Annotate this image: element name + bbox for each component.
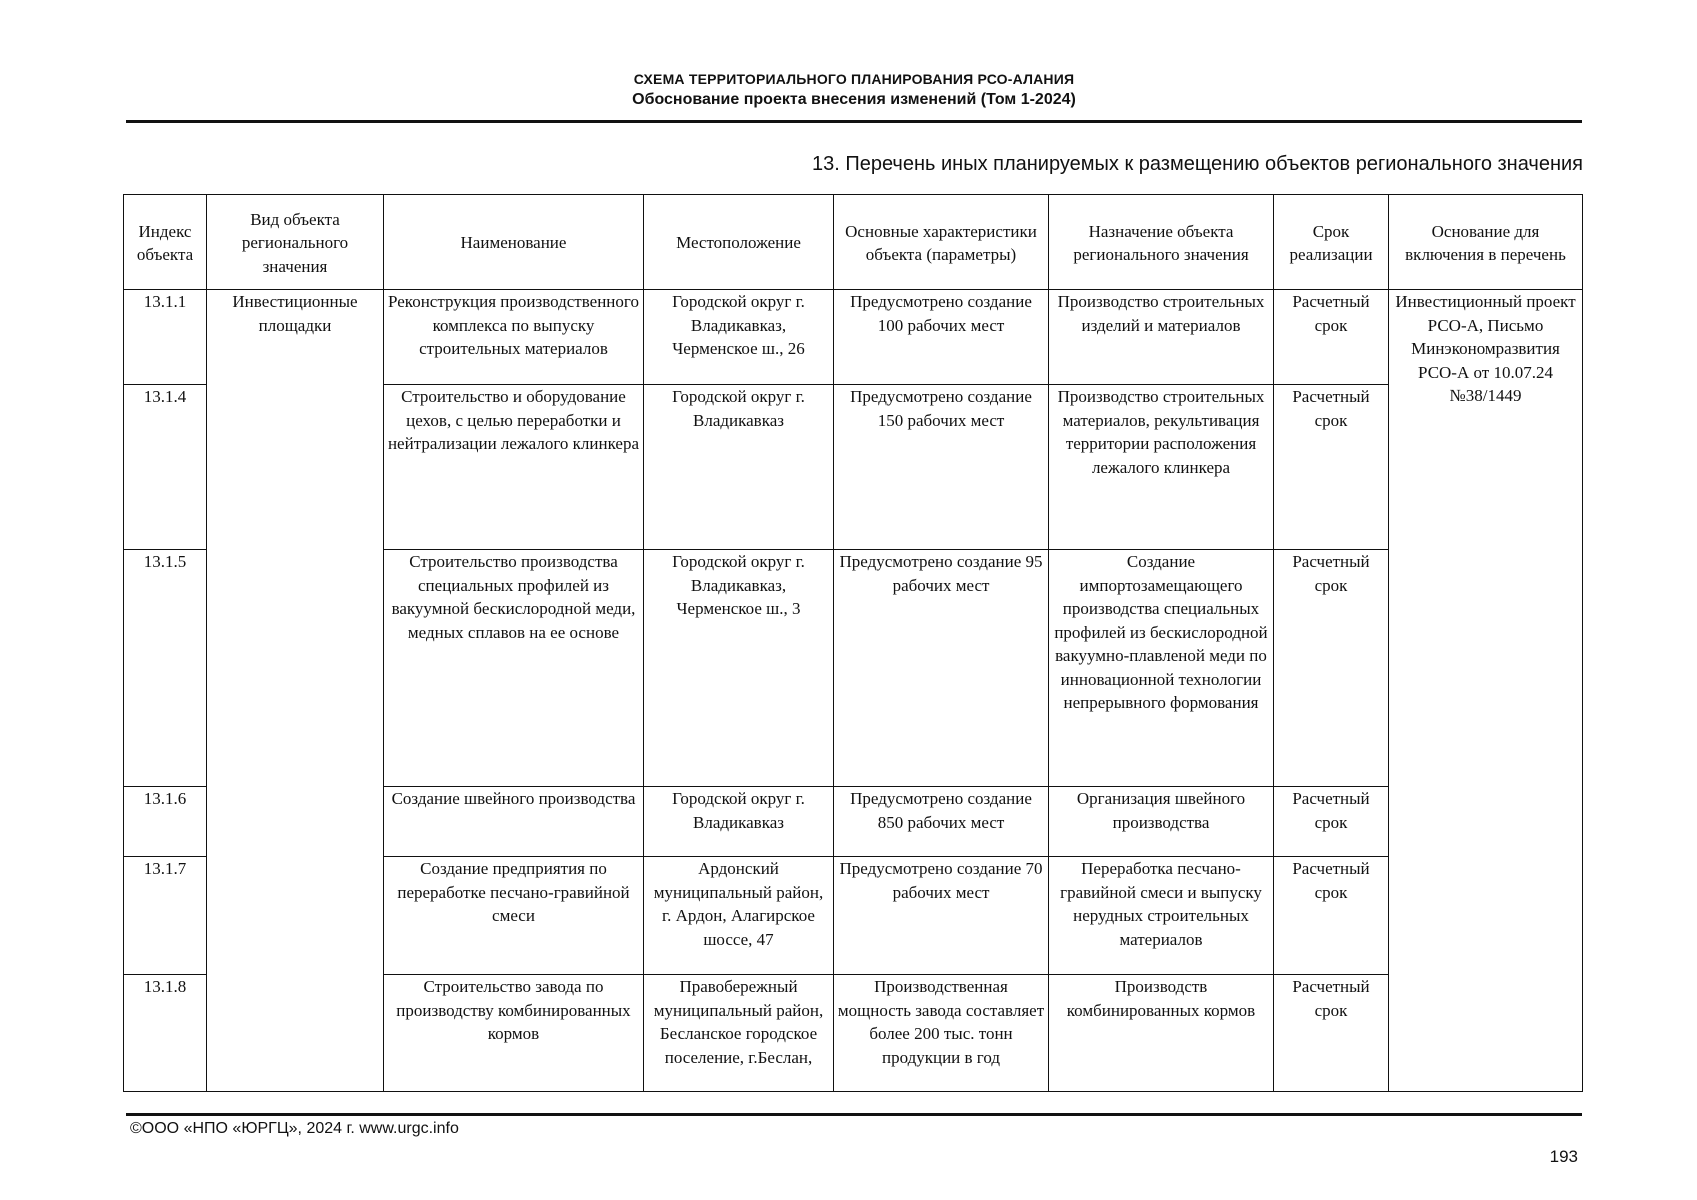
- cell-location: Городской округ г. Владикавказ, Черменское ш., 3: [644, 550, 834, 787]
- objects-table: [123, 194, 1583, 1092]
- cell-basis: Инвестиционный проект РСО-А, Письмо Минэкономразвития РСО-А от 10.07.24 №38/1449: [1389, 290, 1583, 1092]
- footer-copyright: ©ООО «НПО «ЮРГЦ», 2024 г. www.urgc.info: [130, 1120, 459, 1137]
- cell-purpose: Производство строительных изделий и материалов: [1049, 290, 1274, 385]
- cell-term: Расчетный срок: [1274, 787, 1389, 857]
- cell-term: Расчетный срок: [1274, 550, 1389, 787]
- cell-index: 13.1.6: [124, 787, 207, 857]
- cell-index: 13.1.8: [124, 975, 207, 1092]
- cell-location: Городской округ г. Владикавказ, Черменское ш., 26: [644, 290, 834, 385]
- header-parameters: Основные характеристики объекта (параметры): [834, 195, 1049, 290]
- header-purpose: Назначение объекта регионального значения: [1049, 195, 1274, 290]
- cell-index: 13.1.5: [124, 550, 207, 787]
- cell-index: 13.1.1: [124, 290, 207, 385]
- document-header: [126, 70, 1582, 110]
- cell-term: Расчетный срок: [1274, 290, 1389, 385]
- header-basis: Основание для включения в перечень: [1389, 195, 1583, 290]
- cell-parameters: Предусмотрено создание 850 рабочих мест: [834, 787, 1049, 857]
- cell-location: Городской округ г. Владикавказ: [644, 787, 834, 857]
- cell-purpose: Организация швейного производства: [1049, 787, 1274, 857]
- header-name: Наименование: [384, 195, 644, 290]
- cell-location: Городской округ г. Владикавказ: [644, 385, 834, 550]
- header-object-type: Вид объекта регионального значения: [207, 195, 384, 290]
- cell-term: Расчетный срок: [1274, 857, 1389, 975]
- cell-name: Создание швейного производства: [384, 787, 644, 857]
- table-row: [124, 290, 1583, 385]
- cell-index: 13.1.4: [124, 385, 207, 550]
- cell-purpose: Переработка песчано-гравийной смеси и выпуску нерудных строительных материалов: [1049, 857, 1274, 975]
- cell-name: Реконструкция производственного комплекса по выпуску строительных материалов: [384, 290, 644, 385]
- section-title: 13. Перечень иных планируемых к размещению объектов регионального значения: [811, 153, 1583, 175]
- cell-index: 13.1.7: [124, 857, 207, 975]
- cell-name: Строительство завода по производству комбинированных кормов: [384, 975, 644, 1092]
- header-location: Местоположение: [644, 195, 834, 290]
- header-divider: [126, 120, 1582, 123]
- cell-parameters: Предусмотрено создание 100 рабочих мест: [834, 290, 1049, 385]
- cell-name: Строительство и оборудование цехов, с целью переработки и нейтрализации лежалого клинкера: [384, 385, 644, 550]
- cell-parameters: Предусмотрено создание 70 рабочих мест: [834, 857, 1049, 975]
- cell-purpose: Производство строительных материалов, рекультивация территории расположения лежалого клинкера: [1049, 385, 1274, 550]
- cell-location: Ардонский муниципальный район, г. Ардон, Алагирское шоссе, 47: [644, 857, 834, 975]
- cell-name: Создание предприятия по переработке песчано-гравийной смеси: [384, 857, 644, 975]
- cell-purpose: Производств комбинированных кормов: [1049, 975, 1274, 1092]
- cell-purpose: Создание импортозамещающего производства специальных профилей из бескислородной вакуумно-плавленой меди по инновационной технологии непрерывного формования: [1049, 550, 1274, 787]
- footer-divider: [126, 1113, 1582, 1116]
- cell-location: Правобережный муниципальный район, Бесланское городское поселение, г.Беслан,: [644, 975, 834, 1092]
- cell-term: Расчетный срок: [1274, 385, 1389, 550]
- cell-name: Строительство производства специальных профилей из вакуумной бескислородной меди, медных сплавов на ее основе: [384, 550, 644, 787]
- table-header-row: [124, 195, 1583, 290]
- page-number: 193: [1549, 1147, 1578, 1166]
- cell-parameters: Предусмотрено создание 95 рабочих мест: [834, 550, 1049, 787]
- document-subtitle: Обоснование проекта внесения изменений (Том 1-2024): [632, 91, 1076, 108]
- cell-parameters: Производственная мощность завода составляет более 200 тыс. тонн продукции в год: [834, 975, 1049, 1092]
- header-term: Срок реализации: [1274, 195, 1389, 290]
- document-title: СХЕМА ТЕРРИТОРИАЛЬНОГО ПЛАНИРОВАНИЯ РСО-АЛАНИЯ: [633, 71, 1075, 87]
- cell-parameters: Предусмотрено создание 150 рабочих мест: [834, 385, 1049, 550]
- cell-term: Расчетный срок: [1274, 975, 1389, 1092]
- header-index: Индекс объекта: [124, 195, 207, 290]
- cell-object-type: Инвестиционные площадки: [207, 290, 384, 1092]
